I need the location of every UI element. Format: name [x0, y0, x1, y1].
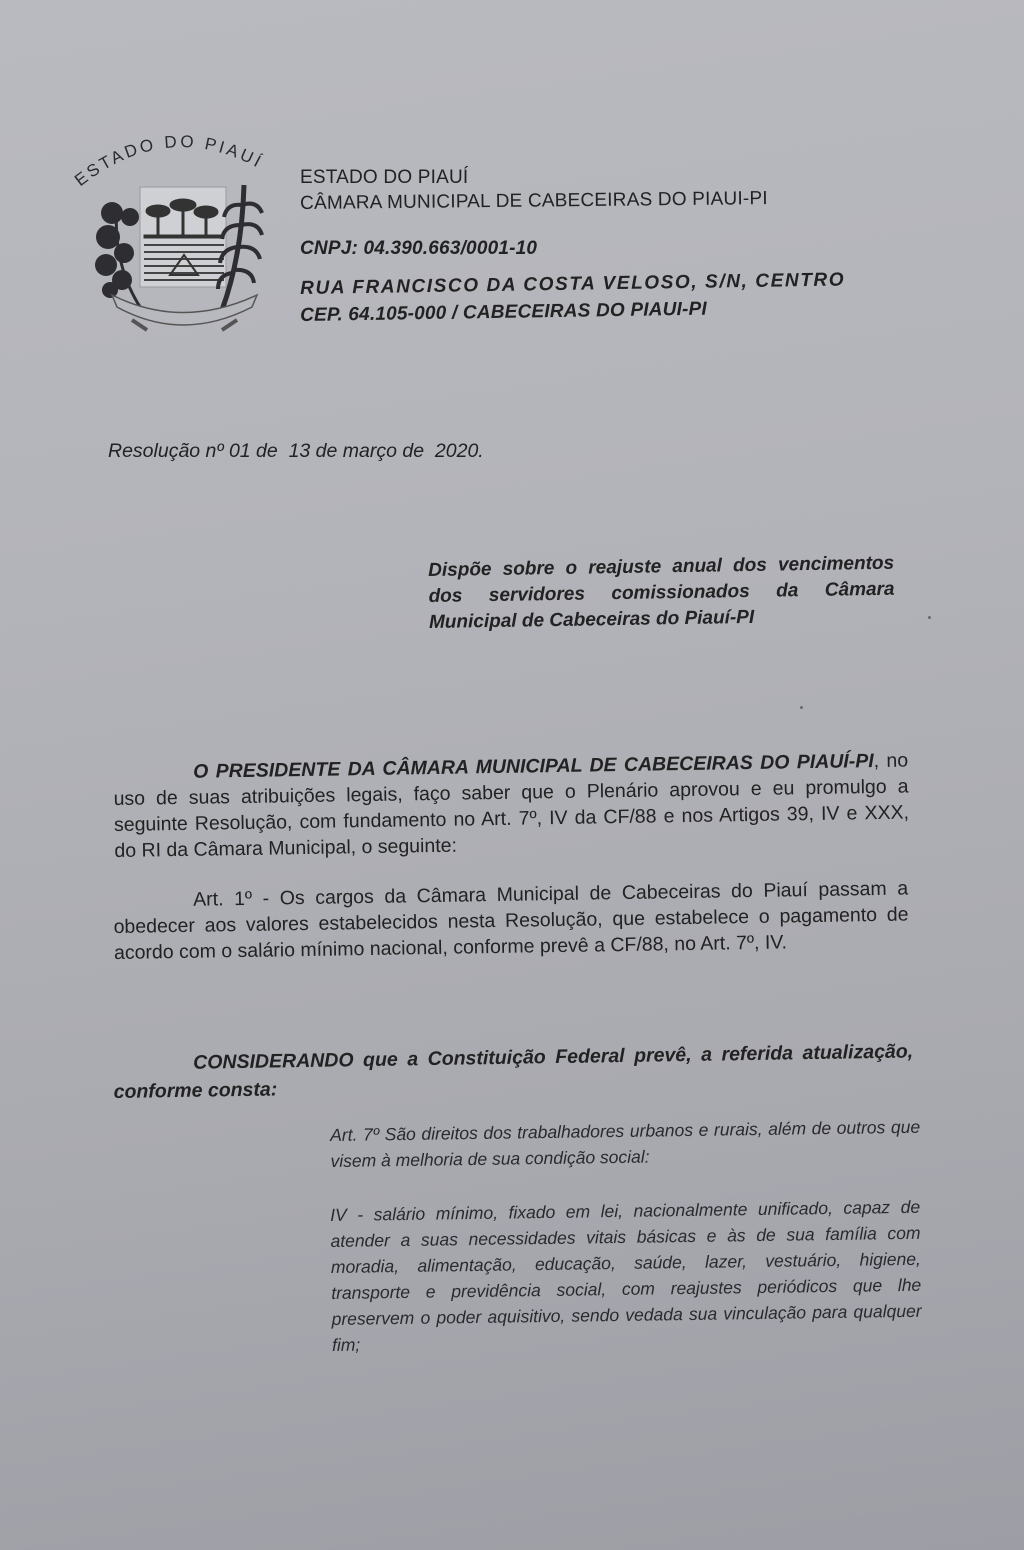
quote-inciso-iv: IV - salário mínimo, fixado em lei, nacionalmente unificado, capaz de atender a suas necessidades vitais básicas e às de sua família com moradia, alimentação, educação, saúde, lazer, vestuário, higiene, transporte e previdência social, com reajustes periódicos que lhe preservem o poder aquisitivo, sendo vedada sua vinculação para qualquer fim; [330, 1196, 922, 1355]
piaui-coat-of-arms-icon [72, 125, 272, 340]
paper-speck [800, 706, 803, 709]
seal-arc-text: ESTADO DO PIAUÍ [72, 131, 267, 190]
header-address: RUA FRANCISCO DA COSTA VELOSO, S/N, CENTRO [300, 269, 846, 299]
considerando-paragraph [113, 1037, 914, 1106]
paper-speck [928, 616, 931, 619]
header-cep: CEP. 64.105-000 / CABECEIRAS DO PIAUI-PI [300, 298, 708, 326]
considerando-text: CONSIDERANDO que a Constituição Federal prevê, a referida atualização, conforme consta: [113, 1040, 914, 1103]
article-1-text: Art. 1º - Os cargos da Câmara Municipal de Cabeceiras do Piauí passam a obedecer aos valores estabelecidos nesta Resolução, que estabelece o pagamento de acordo com o salário mínimo nacional, conforme prevê a CF/88, no Art. 7º, IV. [113, 877, 909, 964]
preamble-authority: O PRESIDENTE DA CÂMARA MUNICIPAL DE CABECEIRAS DO PIAUÍ-PI [193, 750, 874, 783]
svg-text:ESTADO DO PIAUÍ [72, 132, 267, 190]
preamble-paragraph [113, 748, 910, 864]
article-1-paragraph [113, 876, 909, 966]
preamble-text: , no uso de suas atribuições legais, faço saber que o Plenário aprovou e eu promulgo a seguinte Resolução, com fundamento no Art. 7º, IV da CF/88 e nos Artigos 39, IV e XXX, do RI da Câmara Municipal, o seguinte: [113, 749, 910, 862]
resolution-ementa: Dispõe sobre o reajuste anual dos vencimentos dos servidores comissionados da Câmara Municipal de Cabeceiras do Piauí-PI [428, 552, 895, 633]
coat-of-arms-seal [72, 125, 272, 340]
header-cnpj: CNPJ: 04.390.663/0001-10 [300, 238, 538, 259]
header-state: ESTADO DO PIAUÍ [300, 167, 469, 188]
resolution-title: Resolução nº 01 de 13 de março de 2020. [108, 440, 484, 462]
header-chamber: CÂMARA MUNICIPAL DE CABECEIRAS DO PIAUI-PI [300, 188, 768, 214]
quote-art7: Art. 7º São direitos dos trabalhadores urbanos e rurais, além de outros que visem à melhoria de sua condição social: [330, 1116, 921, 1171]
